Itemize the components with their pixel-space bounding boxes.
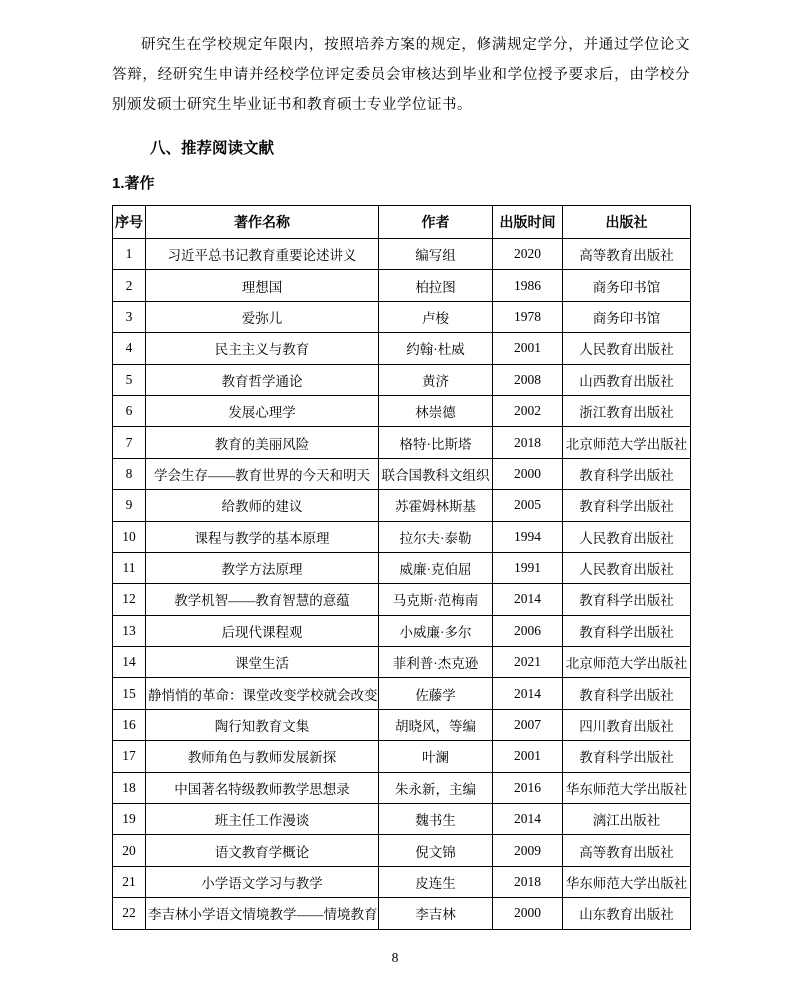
- header-row: [113, 206, 691, 239]
- cell-publisher: 山东教育出版社: [563, 898, 691, 929]
- cell-publisher: 漓江出版社: [563, 804, 691, 835]
- table-row: [113, 866, 691, 897]
- cell-author: 叶澜: [379, 741, 493, 772]
- works-table-body: [113, 239, 691, 930]
- table-row: [113, 270, 691, 301]
- table-row: [113, 427, 691, 458]
- cell-author: 倪文锦: [379, 835, 493, 866]
- cell-publisher: 教育科学出版社: [563, 584, 691, 615]
- cell-year: 2021: [493, 647, 563, 678]
- cell-author: 佐藤学: [379, 678, 493, 709]
- cell-number: 5: [113, 364, 146, 395]
- cell-author: 格特·比斯塔: [379, 427, 493, 458]
- cell-publisher: 人民教育出版社: [563, 333, 691, 364]
- cell-year: 1986: [493, 270, 563, 301]
- cell-number: 3: [113, 301, 146, 332]
- table-row: [113, 615, 691, 646]
- cell-title: 静悄悄的革命：课堂改变学校就会改变: [146, 678, 379, 709]
- table-row: [113, 364, 691, 395]
- cell-author: 马克斯·范梅南: [379, 584, 493, 615]
- cell-author: 编写组: [379, 239, 493, 270]
- cell-title: 教学方法原理: [146, 552, 379, 583]
- table-row: [113, 333, 691, 364]
- cell-number: 18: [113, 772, 146, 803]
- cell-title: 理想国: [146, 270, 379, 301]
- cell-publisher: 高等教育出版社: [563, 835, 691, 866]
- works-table-header: [113, 206, 691, 239]
- cell-number: 12: [113, 584, 146, 615]
- cell-number: 4: [113, 333, 146, 364]
- header-author: 作者: [379, 206, 493, 239]
- subsection-heading-works: 1.著作: [112, 175, 155, 192]
- cell-publisher: 浙江教育出版社: [563, 395, 691, 426]
- section-heading: 八、推荐阅读文献: [150, 140, 275, 157]
- cell-number: 15: [113, 678, 146, 709]
- cell-number: 17: [113, 741, 146, 772]
- cell-title: 后现代课程观: [146, 615, 379, 646]
- cell-author: 柏拉图: [379, 270, 493, 301]
- cell-author: 联合国教科文组织: [379, 458, 493, 489]
- cell-year: 2000: [493, 898, 563, 929]
- cell-title: 教学机智——教育智慧的意蕴: [146, 584, 379, 615]
- cell-year: 2014: [493, 804, 563, 835]
- cell-author: 朱永新，主编: [379, 772, 493, 803]
- table-row: [113, 239, 691, 270]
- cell-year: 2005: [493, 490, 563, 521]
- cell-title: 给教师的建议: [146, 490, 379, 521]
- cell-number: 8: [113, 458, 146, 489]
- cell-number: 20: [113, 835, 146, 866]
- cell-author: 林崇德: [379, 395, 493, 426]
- cell-author: 约翰·杜威: [379, 333, 493, 364]
- table-row: [113, 552, 691, 583]
- cell-number: 19: [113, 804, 146, 835]
- table-row: [113, 584, 691, 615]
- cell-author: 威廉·克伯屈: [379, 552, 493, 583]
- cell-title: 发展心理学: [146, 395, 379, 426]
- table-row: [113, 301, 691, 332]
- intro-paragraph: 研究生在学校规定年限内，按照培养方案的规定，修满规定学分，并通过学位论文答辩，经研究生申请并经校学位评定委员会审核达到毕业和学位授予要求后，由学校分别颁发硕士研究生毕业证书和教育硕士专业学位证书。: [112, 37, 690, 113]
- cell-number: 6: [113, 395, 146, 426]
- cell-year: 1978: [493, 301, 563, 332]
- header-year: 出版时间: [493, 206, 563, 239]
- cell-title: 爱弥儿: [146, 301, 379, 332]
- table-row: [113, 458, 691, 489]
- cell-title: 民主主义与教育: [146, 333, 379, 364]
- cell-year: 2001: [493, 741, 563, 772]
- cell-author: 皮连生: [379, 866, 493, 897]
- cell-publisher: 教育科学出版社: [563, 458, 691, 489]
- table-row: [113, 521, 691, 552]
- table-row: [113, 709, 691, 740]
- cell-publisher: 北京师范大学出版社: [563, 427, 691, 458]
- page-number: 8: [391, 950, 399, 965]
- cell-number: 10: [113, 521, 146, 552]
- cell-year: 2018: [493, 866, 563, 897]
- table-row: [113, 678, 691, 709]
- cell-year: 2014: [493, 678, 563, 709]
- cell-title: 语文教育学概论: [146, 835, 379, 866]
- cell-year: 2020: [493, 239, 563, 270]
- cell-publisher: 教育科学出版社: [563, 615, 691, 646]
- cell-title: 教育哲学通论: [146, 364, 379, 395]
- table-row: [113, 741, 691, 772]
- cell-title: 习近平总书记教育重要论述讲义: [146, 239, 379, 270]
- cell-title: 教育的美丽风险: [146, 427, 379, 458]
- table-row: [113, 395, 691, 426]
- cell-number: 13: [113, 615, 146, 646]
- cell-year: 2018: [493, 427, 563, 458]
- cell-title: 班主任工作漫谈: [146, 804, 379, 835]
- cell-title: 陶行知教育文集: [146, 709, 379, 740]
- cell-year: 2009: [493, 835, 563, 866]
- cell-publisher: 人民教育出版社: [563, 521, 691, 552]
- document-page: [112, 30, 690, 930]
- cell-title: 小学语文学习与教学: [146, 866, 379, 897]
- cell-publisher: 华东师范大学出版社: [563, 866, 691, 897]
- cell-year: 2000: [493, 458, 563, 489]
- cell-title: 课程与教学的基本原理: [146, 521, 379, 552]
- cell-year: 1994: [493, 521, 563, 552]
- cell-publisher: 教育科学出版社: [563, 678, 691, 709]
- cell-number: 9: [113, 490, 146, 521]
- cell-publisher: 山西教育出版社: [563, 364, 691, 395]
- header-number: 序号: [113, 206, 146, 239]
- cell-publisher: 商务印书馆: [563, 270, 691, 301]
- cell-publisher: 教育科学出版社: [563, 490, 691, 521]
- cell-publisher: 教育科学出版社: [563, 741, 691, 772]
- cell-year: 2014: [493, 584, 563, 615]
- cell-number: 1: [113, 239, 146, 270]
- cell-title: 中国著名特级教师教学思想录: [146, 772, 379, 803]
- cell-year: 2007: [493, 709, 563, 740]
- header-title: 著作名称: [146, 206, 379, 239]
- cell-author: 黄济: [379, 364, 493, 395]
- cell-number: 22: [113, 898, 146, 929]
- cell-publisher: 北京师范大学出版社: [563, 647, 691, 678]
- cell-year: 2001: [493, 333, 563, 364]
- cell-year: 2002: [493, 395, 563, 426]
- cell-author: 胡晓风，等编: [379, 709, 493, 740]
- cell-year: 2008: [493, 364, 563, 395]
- cell-number: 2: [113, 270, 146, 301]
- cell-year: 2006: [493, 615, 563, 646]
- cell-number: 14: [113, 647, 146, 678]
- table-row: [113, 898, 691, 929]
- works-table: [112, 205, 691, 930]
- cell-author: 小威廉·多尔: [379, 615, 493, 646]
- cell-author: 菲利普·杰克逊: [379, 647, 493, 678]
- cell-year: 1991: [493, 552, 563, 583]
- cell-title: 课堂生活: [146, 647, 379, 678]
- cell-author: 李吉林: [379, 898, 493, 929]
- table-row: [113, 490, 691, 521]
- table-row: [113, 835, 691, 866]
- header-publisher: 出版社: [563, 206, 691, 239]
- cell-number: 7: [113, 427, 146, 458]
- cell-title: 李吉林小学语文情境教学——情境教育: [146, 898, 379, 929]
- cell-publisher: 华东师范大学出版社: [563, 772, 691, 803]
- table-row: [113, 647, 691, 678]
- cell-author: 魏书生: [379, 804, 493, 835]
- cell-title: 学会生存——教育世界的今天和明天: [146, 458, 379, 489]
- cell-title: 教师角色与教师发展新探: [146, 741, 379, 772]
- cell-publisher: 人民教育出版社: [563, 552, 691, 583]
- cell-number: 16: [113, 709, 146, 740]
- cell-author: 苏霍姆林斯基: [379, 490, 493, 521]
- cell-author: 卢梭: [379, 301, 493, 332]
- table-row: [113, 772, 691, 803]
- cell-publisher: 高等教育出版社: [563, 239, 691, 270]
- cell-publisher: 商务印书馆: [563, 301, 691, 332]
- cell-author: 拉尔夫·泰勒: [379, 521, 493, 552]
- table-row: [113, 804, 691, 835]
- cell-number: 11: [113, 552, 146, 583]
- cell-publisher: 四川教育出版社: [563, 709, 691, 740]
- cell-year: 2016: [493, 772, 563, 803]
- cell-number: 21: [113, 866, 146, 897]
